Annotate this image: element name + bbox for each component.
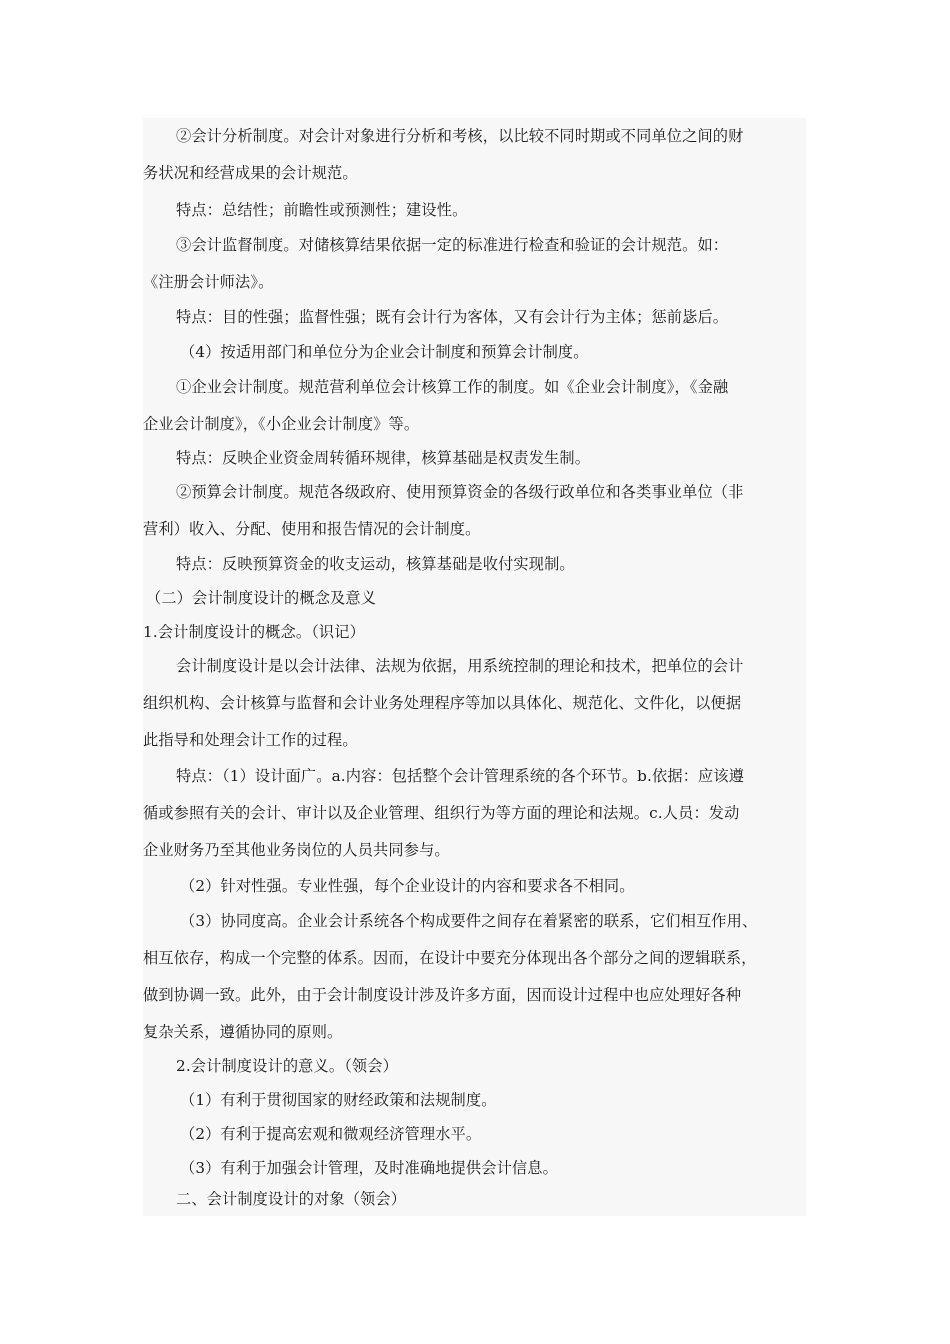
- doc-line: （4）按适用部门和单位分为企业会计制度和预算会计制度。: [180, 343, 589, 361]
- doc-line: （2）针对性强。专业性强，每个企业设计的内容和要求各不相同。: [180, 877, 635, 895]
- doc-line: 企业财务乃至其他业务岗位的人员共同参与。: [143, 841, 450, 859]
- doc-line: ①企业会计制度。规范营利单位会计核算工作的制度。如《企业会计制度》，《金融: [176, 378, 729, 396]
- doc-line: 循或参照有关的会计、审计以及企业管理、组织行为等方面的理论和法规。c.人员：发动: [143, 804, 740, 822]
- doc-line: 企业会计制度》，《小企业会计制度》等。: [143, 415, 420, 433]
- doc-line: 特点：目的性强；监督性强；既有会计行为客体，又有会计行为主体；惩前毖后。: [176, 308, 729, 326]
- doc-line: 特点：总结性；前瞻性或预测性；建设性。: [176, 201, 468, 219]
- doc-line: （二）会计制度设计的概念及意义: [146, 589, 377, 607]
- doc-line: 做到协调一致。此外，由于会计制度设计涉及许多方面，因而设计过程中也应处理好各种: [143, 986, 742, 1004]
- doc-line: 会计制度设计是以会计法律、法规为依据，用系统控制的理论和技术，把单位的会计: [176, 657, 744, 675]
- doc-line: 1.会计制度设计的概念。（识记）: [143, 623, 365, 641]
- doc-line: （3）有利于加强会计管理，及时准确地提供会计信息。: [180, 1159, 558, 1177]
- doc-line: 务状况和经营成果的会计规范。: [143, 164, 358, 182]
- doc-line: ②会计分析制度。对会计对象进行分析和考核，以比较不同时期或不同单位之间的财: [176, 127, 744, 145]
- doc-line: （2）有利于提高宏观和微观经济管理水平。: [180, 1125, 482, 1143]
- doc-line: （3）协同度高。企业会计系统各个构成要件之间存在着紧密的联系，它们相互作用、: [180, 912, 758, 930]
- doc-line: 营利）收入、分配、使用和报告情况的会计制度。: [143, 520, 481, 538]
- doc-line: 二、会计制度设计的对象（领会）: [176, 1190, 407, 1208]
- doc-line: 特点：反映企业资金周转循环规律，核算基础是权责发生制。: [176, 449, 591, 467]
- doc-line: ②预算会计制度。规范各级政府、使用预算资金的各级行政单位和各类事业单位（非: [176, 483, 744, 501]
- doc-line: （1）有利于贯彻国家的财经政策和法规制度。: [180, 1091, 497, 1109]
- doc-line: 组织机构、会计核算与监督和会计业务处理程序等加以具体化、规范化、文件化，以便据: [143, 694, 742, 712]
- document-text-block: [143, 118, 806, 1216]
- doc-line: 此指导和处理会计工作的过程。: [143, 731, 358, 749]
- doc-line: 特点：反映预算资金的收支运动，核算基础是收付实现制。: [176, 555, 575, 573]
- doc-line: ③会计监督制度。对储核算结果依据一定的标准进行检查和验证的会计规范。如：: [176, 236, 729, 254]
- doc-line: 《注册会计师法》。: [143, 273, 274, 291]
- doc-line: 相互依存，构成一个完整的体系。因而，在设计中要充分体现出各个部分之间的逻辑联系，: [143, 949, 757, 967]
- doc-line: 2.会计制度设计的意义。（领会）: [176, 1057, 398, 1075]
- doc-line: 复杂关系，遵循协同的原则。: [143, 1023, 343, 1041]
- doc-line: 特点：（1）设计面广。a.内容：包括整个会计管理系统的各个环节。b.依据：应该遵: [176, 767, 745, 785]
